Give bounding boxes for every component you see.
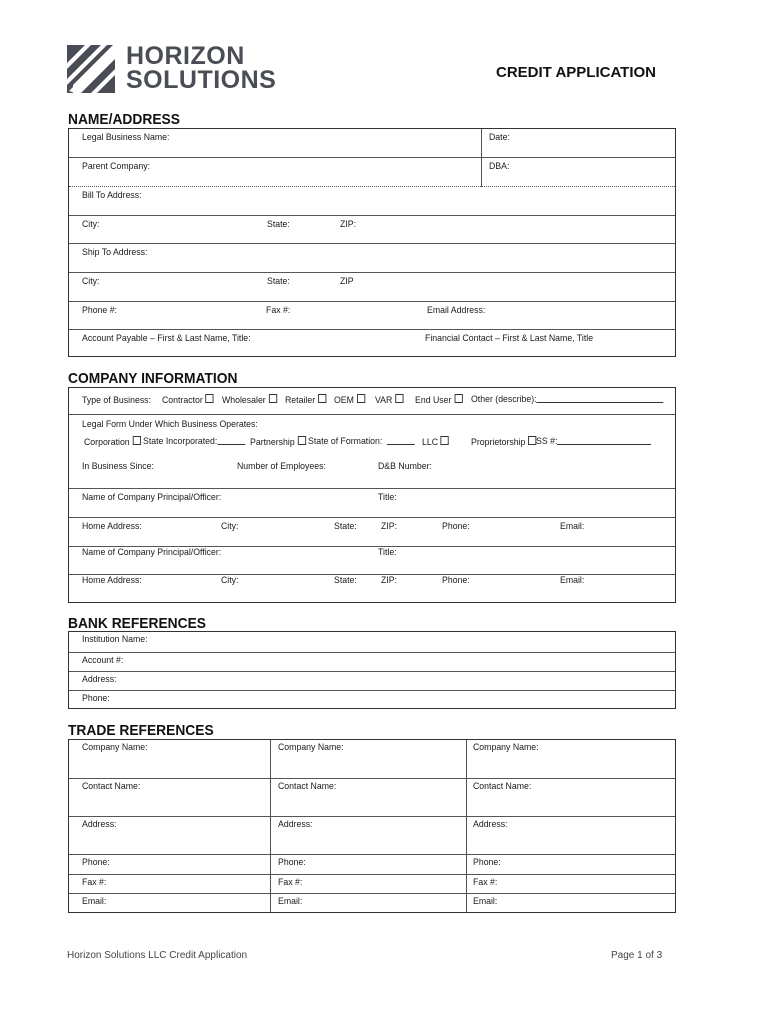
proprietorship-option xyxy=(471,436,536,448)
phone-label: Phone: xyxy=(82,857,110,868)
phone-label: Phone: xyxy=(278,857,306,868)
partnership-checkbox[interactable] xyxy=(297,436,305,445)
row-bill-city xyxy=(69,215,675,244)
dba-label: DBA: xyxy=(489,161,510,172)
phone-label: Phone: xyxy=(82,693,110,704)
phone-label: Phone: xyxy=(442,575,470,586)
section-title-name-address: NAME/ADDRESS xyxy=(68,111,180,128)
address-label: Address: xyxy=(82,674,117,685)
wholesaler-option xyxy=(222,394,277,406)
llc-checkbox[interactable] xyxy=(441,436,449,445)
partnership-label: Partnership xyxy=(250,437,295,448)
city-label: City: xyxy=(221,575,239,586)
other-option xyxy=(471,394,664,405)
bill-to-address-label: Bill To Address: xyxy=(82,190,142,201)
other-input[interactable] xyxy=(537,402,664,403)
state-label: State: xyxy=(334,521,357,532)
row-parent-company xyxy=(69,157,675,187)
divider xyxy=(481,158,482,187)
in-business-since-label: In Business Since: xyxy=(82,461,154,472)
contractor-checkbox[interactable] xyxy=(206,394,214,403)
logo-mark-icon xyxy=(67,45,115,93)
oem-checkbox[interactable] xyxy=(357,394,365,403)
row-company-name xyxy=(69,740,675,778)
company-name-label: Company Name: xyxy=(278,742,344,753)
corporation-option xyxy=(84,436,141,448)
row-contacts xyxy=(69,329,675,358)
contact-name-label: Contact Name: xyxy=(473,781,532,792)
divider xyxy=(481,129,482,157)
state-label: State: xyxy=(267,219,290,230)
retailer-checkbox[interactable] xyxy=(318,394,326,403)
row-account xyxy=(69,652,675,672)
section-title-company-information: COMPANY INFORMATION xyxy=(68,370,238,387)
state-formation-label: State of Formation: xyxy=(308,436,383,447)
zip-label: ZIP xyxy=(340,276,354,287)
end-user-label: End User xyxy=(415,395,452,406)
row-legal-name xyxy=(69,129,675,157)
city-label: City: xyxy=(221,521,239,532)
fax-label: Fax #: xyxy=(278,877,303,888)
state-incorporated-label: State Incorporated: xyxy=(143,436,218,447)
state-label: State: xyxy=(267,276,290,287)
title-label: Title: xyxy=(378,492,397,503)
company-name-label: Company Name: xyxy=(473,742,539,753)
company-name-label: Company Name: xyxy=(82,742,148,753)
row-business-since xyxy=(69,461,675,490)
accounts-payable-contact-label: Account Payable – First & Last Name, Title: xyxy=(82,333,251,344)
institution-name-label: Institution Name: xyxy=(82,634,148,645)
db-number-label: D&B Number: xyxy=(378,461,432,472)
llc-label: LLC xyxy=(422,437,439,448)
footer-document-name: Horizon Solutions LLC Credit Application xyxy=(67,950,248,961)
type-of-business-label: Type of Business: xyxy=(82,395,151,406)
retailer-label: Retailer xyxy=(285,395,316,406)
contractor-label: Contractor xyxy=(162,395,203,406)
row-principal-2 xyxy=(69,546,675,576)
address-label: Address: xyxy=(473,819,508,830)
fax-label: Fax #: xyxy=(82,877,107,888)
row-ship-city xyxy=(69,272,675,302)
section-title-trade-references: TRADE REFERENCES xyxy=(68,722,214,739)
legal-business-name-label: Legal Business Name: xyxy=(82,132,170,143)
document-title: CREDIT APPLICATION xyxy=(496,64,656,81)
row-type-of-business xyxy=(69,388,675,414)
contact-name-label: Contact Name: xyxy=(82,781,141,792)
other-label: Other (describe): xyxy=(471,394,537,405)
var-checkbox[interactable] xyxy=(395,394,403,403)
row-bank-phone xyxy=(69,690,675,710)
retailer-option xyxy=(285,394,326,406)
parent-company-label: Parent Company: xyxy=(82,161,151,172)
oem-label: OEM xyxy=(334,395,354,406)
wholesaler-label: Wholesaler xyxy=(222,395,266,406)
city-label: City: xyxy=(82,219,100,230)
llc-option xyxy=(422,436,449,448)
row-ship-to xyxy=(69,243,675,273)
company-logo-text xyxy=(126,44,276,92)
phone-label: Phone: xyxy=(473,857,501,868)
row-legal-form xyxy=(69,414,675,467)
fax-label: Fax #: xyxy=(266,305,291,316)
number-of-employees-label: Number of Employees: xyxy=(237,461,326,472)
row-bill-to xyxy=(69,186,675,216)
row-home-address-1 xyxy=(69,517,675,547)
email-label: Email: xyxy=(278,896,303,907)
ss-input[interactable] xyxy=(557,444,651,445)
zip-label: ZIP: xyxy=(381,521,398,532)
home-address-label: Home Address: xyxy=(82,575,142,586)
row-trade-email xyxy=(69,893,675,914)
end-user-checkbox[interactable] xyxy=(454,394,462,403)
row-institution xyxy=(69,632,675,652)
ship-to-address-label: Ship To Address: xyxy=(82,247,148,258)
logo-line-1: HORIZON xyxy=(126,42,245,70)
row-principal-1 xyxy=(69,488,675,518)
state-incorporated-input[interactable] xyxy=(217,444,245,445)
company-information-table xyxy=(68,387,676,603)
row-phone xyxy=(69,301,675,330)
state-label: State: xyxy=(334,575,357,586)
city-label: City: xyxy=(82,276,100,287)
legal-form-label: Legal Form Under Which Business Operates: xyxy=(82,419,258,430)
row-trade-fax xyxy=(69,874,675,894)
oem-option xyxy=(334,394,365,406)
email-label: Email: xyxy=(473,896,498,907)
corporation-checkbox[interactable] xyxy=(132,436,140,445)
end-user-option xyxy=(415,394,462,406)
row-contact-name xyxy=(69,778,675,817)
corporation-label: Corporation xyxy=(84,437,130,448)
ss-field xyxy=(536,436,651,447)
email-label: Email: xyxy=(560,521,585,532)
principal-officer-label: Name of Company Principal/Officer: xyxy=(82,547,222,558)
row-trade-phone xyxy=(69,854,675,875)
address-label: Address: xyxy=(278,819,313,830)
state-formation-input[interactable] xyxy=(387,444,415,445)
phone-label: Phone: xyxy=(442,521,470,532)
home-address-label: Home Address: xyxy=(82,521,142,532)
row-home-address-2 xyxy=(69,574,675,604)
title-label: Title: xyxy=(378,547,397,558)
zip-label: ZIP: xyxy=(340,219,357,230)
row-bank-address xyxy=(69,671,675,691)
email-label: Email: xyxy=(560,575,585,586)
email-label: Email: xyxy=(82,896,107,907)
name-address-table xyxy=(68,128,676,357)
fax-label: Fax #: xyxy=(473,877,498,888)
state-formation-field xyxy=(308,436,415,447)
date-label: Date: xyxy=(489,132,510,143)
bank-references-table xyxy=(68,631,676,709)
email-address-label: Email Address: xyxy=(427,305,486,316)
partnership-option xyxy=(250,436,306,448)
principal-officer-label: Name of Company Principal/Officer: xyxy=(82,492,222,503)
trade-references-table xyxy=(68,739,676,913)
account-number-label: Account #: xyxy=(82,655,124,666)
wholesaler-checkbox[interactable] xyxy=(268,394,276,403)
logo-line-2: SOLUTIONS xyxy=(126,66,277,94)
proprietorship-label: Proprietorship xyxy=(471,437,526,448)
contact-name-label: Contact Name: xyxy=(278,781,337,792)
contractor-option xyxy=(162,394,214,406)
var-label: VAR xyxy=(375,395,393,406)
footer-page-number: Page 1 of 3 xyxy=(611,950,663,961)
var-option xyxy=(375,394,403,406)
section-title-bank-references: BANK REFERENCES xyxy=(68,615,207,632)
ss-label: SS #: xyxy=(536,436,558,447)
financial-contact-label: Financial Contact – First & Last Name, Title xyxy=(425,333,594,344)
zip-label: ZIP: xyxy=(381,575,398,586)
phone-label: Phone #: xyxy=(82,305,118,316)
address-label: Address: xyxy=(82,819,117,830)
state-incorporated-field xyxy=(143,436,245,447)
row-trade-address xyxy=(69,816,675,855)
